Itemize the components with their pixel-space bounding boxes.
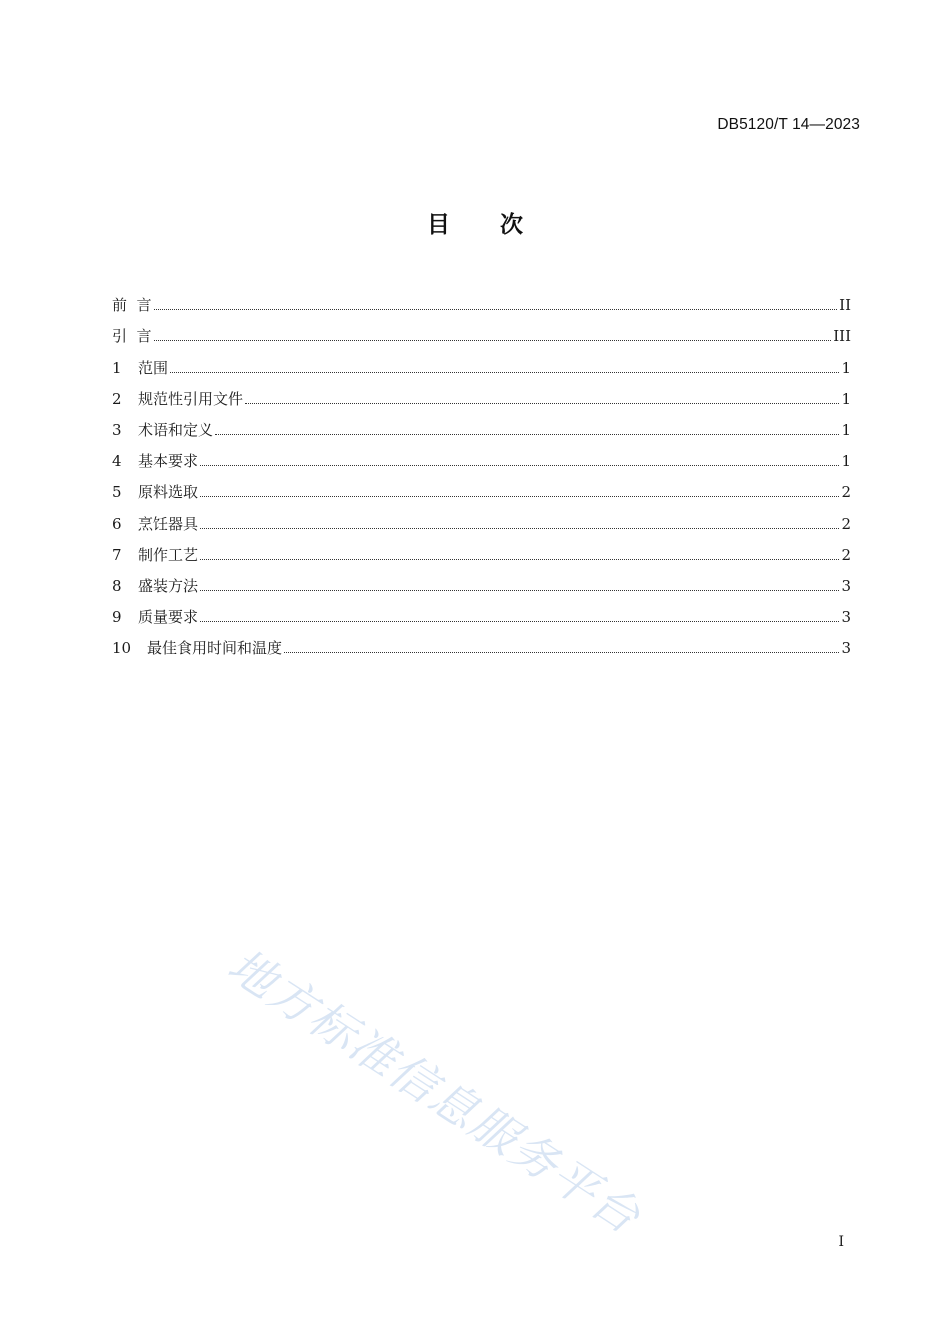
toc-entry-number: 5 <box>112 483 122 502</box>
toc-entry-label: 规范性引用文件 <box>138 389 244 408</box>
toc-entry-number: 8 <box>112 576 122 595</box>
toc-entry-page: II <box>839 296 851 315</box>
toc-entry-scope[interactable] <box>112 346 851 377</box>
toc-entry-label: 前 言 <box>112 296 152 315</box>
toc-leader-dots <box>200 621 839 622</box>
toc-entry-label: 术语和定义 <box>138 420 214 439</box>
toc-entry-serving-method[interactable] <box>112 565 851 596</box>
toc-entry-introduction[interactable] <box>112 315 851 346</box>
toc-leader-dots <box>284 652 839 653</box>
toc-entry-page: 3 <box>841 639 851 658</box>
toc-entry-page: 2 <box>841 514 851 533</box>
toc-title-char-1: 目 <box>427 212 450 238</box>
toc-entry-number: 6 <box>112 514 122 533</box>
toc-entry-label: 基本要求 <box>138 452 199 471</box>
toc-leader-dots <box>200 496 839 497</box>
toc-entry-normative-references[interactable] <box>112 378 851 409</box>
toc-entry-number: 1 <box>112 358 122 377</box>
toc-entry-label: 最佳食用时间和温度 <box>147 639 283 658</box>
toc-leader-dots <box>200 465 839 466</box>
toc-entry-best-eating-time[interactable] <box>112 627 851 658</box>
toc-leader-dots <box>215 434 839 435</box>
toc-entry-production-process[interactable] <box>112 534 851 565</box>
toc-entry-number: 3 <box>112 420 122 439</box>
document-code: DB5120/T 14—2023 <box>717 116 860 133</box>
toc-entry-number: 4 <box>112 452 122 471</box>
toc-leader-dots <box>200 528 839 529</box>
toc-entry-label: 盛装方法 <box>138 576 199 595</box>
toc-title-char-2: 次 <box>500 212 523 238</box>
toc-entry-quality-requirements[interactable] <box>112 596 851 627</box>
toc-entry-label: 质量要求 <box>138 608 199 627</box>
table-of-contents <box>112 284 851 658</box>
toc-entry-label: 烹饪器具 <box>138 514 199 533</box>
toc-leader-dots <box>200 559 839 560</box>
toc-entry-terms-definitions[interactable] <box>112 409 851 440</box>
toc-entry-number: 2 <box>112 389 122 408</box>
toc-leader-dots <box>154 309 838 310</box>
toc-entry-page: III <box>833 327 851 346</box>
toc-entry-number: 10 <box>112 639 132 658</box>
toc-entry-number: 9 <box>112 608 122 627</box>
toc-entry-label: 引 言 <box>112 327 152 346</box>
toc-entry-page: 2 <box>841 483 851 502</box>
toc-entry-label: 范围 <box>138 358 169 377</box>
toc-entry-raw-materials[interactable] <box>112 471 851 502</box>
toc-entry-page: 1 <box>841 358 851 377</box>
toc-leader-dots <box>245 403 839 404</box>
toc-entry-label: 制作工艺 <box>138 545 199 564</box>
toc-leader-dots <box>154 340 832 341</box>
toc-leader-dots <box>200 590 839 591</box>
toc-entry-number: 7 <box>112 545 122 564</box>
toc-entry-page: 1 <box>841 420 851 439</box>
toc-entry-foreword[interactable] <box>112 284 851 315</box>
page-number: I <box>838 1234 844 1250</box>
toc-entry-page: 2 <box>841 545 851 564</box>
toc-entry-basic-requirements[interactable] <box>112 440 851 471</box>
toc-title <box>0 209 950 241</box>
watermark: 地方标准信息服务平台 <box>218 937 651 1245</box>
toc-entry-page: 3 <box>841 576 851 595</box>
toc-entry-page: 1 <box>841 452 851 471</box>
toc-entry-page: 1 <box>841 389 851 408</box>
toc-entry-cooking-utensils[interactable] <box>112 502 851 533</box>
toc-entry-label: 原料选取 <box>138 483 199 502</box>
toc-entry-page: 3 <box>841 608 851 627</box>
toc-leader-dots <box>170 372 839 373</box>
